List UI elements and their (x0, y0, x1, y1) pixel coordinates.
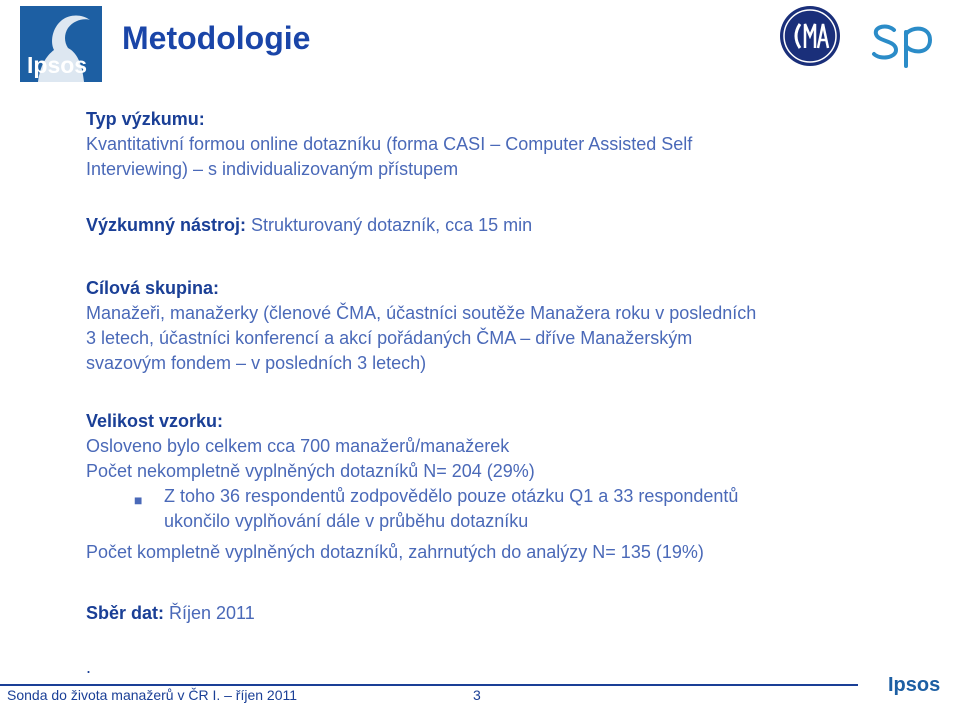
section-text: Říjen 2011 (164, 603, 255, 623)
footer-divider (0, 684, 858, 686)
section-heading: Výzkumný nástroj: (86, 215, 247, 235)
section-heading: Velikost vzorku: (86, 411, 224, 431)
section-text: Kvantitativní formou online dotazníku (forma CASI – Computer Assisted Self (86, 134, 693, 154)
section-sber-dat (86, 601, 906, 626)
ipsos-logo (20, 6, 102, 82)
sp-logo-icon (868, 18, 938, 68)
footer-ipsos-logo: Ipsos (888, 674, 941, 696)
section-text: Strukturovaný dotazník, cca 15 min (246, 215, 533, 235)
section-text: 3 letech, účastníci konferencí a akcí pořádaných ČMA – dříve Manažerským (86, 328, 693, 348)
section-heading: Cílová skupina: (86, 278, 220, 298)
section-heading: Typ výzkumu: (86, 109, 205, 129)
section-cilova-skupina (86, 276, 906, 376)
ipsos-wordmark: Ipsos (27, 52, 88, 78)
section-text: Počet nekompletně vyplněných dotazníků N= 204 (29%) (86, 461, 535, 481)
bullet-item (134, 484, 864, 534)
section-heading: Sběr dat: (86, 603, 165, 623)
section-typ-vyzkumu (86, 107, 906, 182)
section-text: Počet kompletně vyplněných dotazníků, zahrnutých do analýzy N= 135 (19%) (86, 542, 704, 562)
section-text: svazovým fondem – v posledních 3 letech) (86, 353, 427, 373)
bullet-text: ukončilo vyplňování dále v průběhu dotazníku (164, 511, 529, 531)
section-text: Manažeři, manažerky (členové ČMA, účastníci soutěže Manažera roku v posledních (86, 303, 757, 323)
section-vyzkumny-nastroj (86, 213, 906, 238)
page-title: Metodologie (122, 20, 311, 56)
section-velikost-vzorku (86, 409, 906, 484)
bullet-text: Z toho 36 respondentů zodpovědělo pouze otázku Q1 a 33 respondentů (164, 486, 739, 506)
section-text: Osloveno bylo celkem cca 700 manažerů/manažerek (86, 436, 510, 456)
footer-text: Sonda do života manažerů v ČR I. – říjen 2011 (7, 687, 298, 703)
cma-logo-icon (778, 4, 842, 68)
stray-dot: . (86, 657, 92, 677)
page-number: 3 (473, 687, 481, 703)
square-bullet-icon: ■ (134, 492, 143, 508)
section-text: Interviewing) – s individualizovaným přístupem (86, 159, 459, 179)
